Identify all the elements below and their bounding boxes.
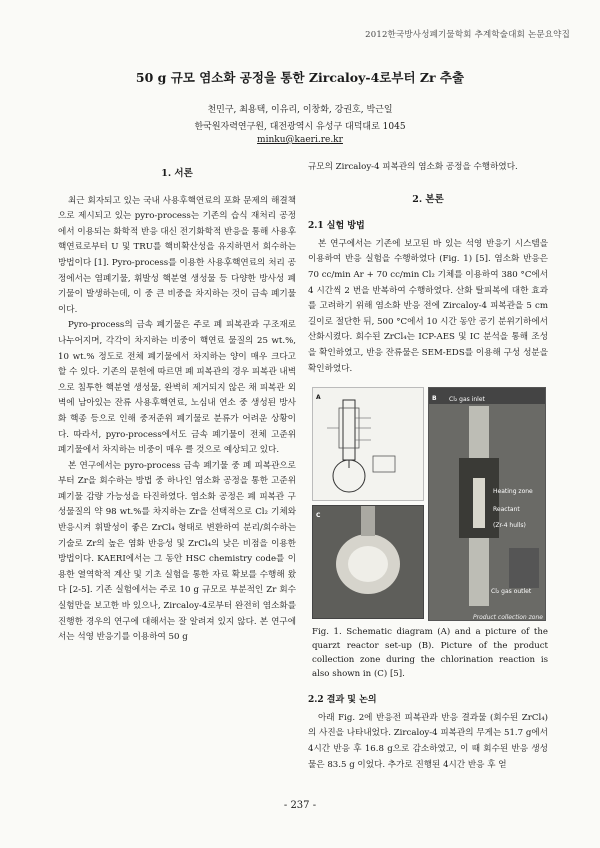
- section-heading-intro: 1. 서론: [161, 168, 193, 179]
- product-zone-label: Product collection zone: [473, 614, 543, 622]
- figure-panel-c-photo: [312, 505, 424, 619]
- method-paragraph: 본 연구에서는 기존에 보고된 바 있는 석영 반응기 시스템을 이용하여 반응 실험을 수행하였다 (Fig. 1) [5]. 염소화 반응은 70 cc/min Ar + 70 cc/min Cl₂ 기체를 이용하여 380 °C에서 4 시간씩 2 번을 반복하여 수행하였다. 산화 탈피복에 대한 효과를 고려하기 위해 염소화 반응 전에 Zircaloy-4 피복관을 5 cm 길이로 절단한 뒤, 500 °C에서 10 시간 동안 공기 분위기하에서 산화시켰다. 회수된 ZrCl₄는 ICP-AES 및 IC 분석을 통해 조성을 확인하였고, 반응 잔류물은 SEM-EDS를 이용해 구성 성분을 확인하였다.: [308, 238, 548, 374]
- intro-continuation: 규모의 Zircaloy-4 피복관의 염소화 공정을 수행하였다.: [308, 162, 518, 172]
- authors: 천민구, 최용택, 이유리, 이창화, 강권호, 박근일: [207, 105, 393, 115]
- panel-c-label: C: [316, 512, 321, 520]
- running-head: 2012한국방사성폐기물학회 추계학술대회 논문요약집: [365, 30, 570, 40]
- product-zone-photo: [313, 506, 423, 618]
- right-column: [308, 160, 548, 773]
- figure-panel-a-schematic: [312, 387, 424, 501]
- cl2-outlet-label: Cl₂ gas outlet: [491, 588, 532, 596]
- left-column: [58, 160, 296, 646]
- panel-a-label: A: [316, 394, 321, 402]
- cl2-inlet-label: Cl₂ gas inlet: [449, 396, 485, 404]
- subsection-heading-method: 2.1 실험 방법: [308, 221, 365, 232]
- page-number: - 237 -: [283, 800, 317, 811]
- figure-panel-b-photo: [428, 387, 546, 621]
- subsection-heading-results: 2.2 결과 및 논의: [308, 695, 377, 706]
- section-heading-body: 2. 본론: [412, 193, 444, 205]
- results-paragraph: 아래 Fig. 2에 반응전 피복관과 반응 결과물 (회수된 ZrCl₄)의 사진을 나타내었다. Zircaloy-4 피복관의 무게는 51.7 g에서 4시간 반응 후 16.8 g으로 감소하였고, 이 때 회수된 반응 생성물은 83.5 g 이었다. 추가로 진행된 4시간 반응 후 얻: [308, 712, 548, 770]
- heating-zone-label: Heating zone: [493, 488, 533, 496]
- intro-paragraph-2: Pyro-process의 금속 폐기물은 주로 폐 피복관과 구조재로 나누어지며, 각각이 차지하는 비중이 핵연료 물질의 25 wt.%, 10 wt.% 정도로 전체 폐기물에서 차지하는 양이 매우 크다고 할 수 있다. 기존의 문헌에 따르면 폐 피복관의 경우 피복관 내벽으로 침투한 핵분열 생성물, 완벽히 제거되지 않은 채 피복관 외벽에 남아있는 잔류 사용후핵연료, 노심내 연소 중 생성된 방사화 핵종 등으로 인해 중저준위 폐기물로 분류가 어려운 상황이다. 따라서, pyro-process에서도 금속 폐기물이 전체 고준위 폐기물에서 차지하는 비중이 매우 클 것으로 예상되고 있다.: [58, 320, 296, 456]
- intro-paragraph-1: 최근 회자되고 있는 국내 사용후핵연료의 포화 문제의 해결책으로 제시되고 있는 pyro-process는 기존의 습식 재처리 공정에서 이용되는 화학적 반응 대신 전기화학적 반응을 통해 사용후핵연료로부터 U 및 TRU를 핵비확산성을 유지하면서 회수하는 방법이다 [1]. Pyro-process를 이용한 사용후핵연료의 처리 공정에서는 염폐기물, 휘발성 핵분열 생성물 등 다양한 방사성 폐기물이 발생하는데, 이 중 큰 비중을 차지하는 것이 금속 폐기물이다.: [58, 195, 296, 315]
- panel-b-label: B: [432, 395, 437, 403]
- paper-title: 50 g 규모 염소화 공정을 통한 Zircaloy-4로부터 Zr 추출: [135, 70, 465, 85]
- affiliation: 한국원자력연구원, 대전광역시 유성구 대덕대로 1045: [194, 122, 406, 132]
- reactant-label: Reactant (Zr-4 hulls): [493, 506, 526, 529]
- figure-1: [312, 387, 544, 622]
- intro-paragraph-3: 본 연구에서는 pyro-process 금속 폐기물 중 폐 피복관으로부터 Zr을 회수하는 방법 중 하나인 염소화 공정을 통한 고준위 폐기물 감량 가능성을 타진하였다. 염소화 공정은 폐 피복관 구성물질의 약 98 wt.%를 차지하는 Zr을 선택적으로 Cl₂ 기체와 반응시켜 휘발성이 좋은 ZrCl₄ 형태로 변환하여 분리/회수하는 기술로 Zr의 높은 염화 반응성 및 ZrCl₄의 낮은 비점을 이용한 방법이다. KAERI에서는 그 동안 HSC chemistry code를 이용한 열역학적 계산 및 기초 실험을 통한 자료 확보를 수행해 왔다 [2-5]. 기존 실험에서는 주로 10 g 규모로 부분적인 Zr 회수 실험만을 보고한 바 있으나, Zircaloy-4로부터 완전히 염소화를 진행한 경우의 연구에 대해서는 잘 알려져 있지 않다. 본 연구에서는 석영 반응기를 이용하여 50 g: [58, 460, 296, 643]
- schematic-drawing: [313, 388, 423, 500]
- figure-1-caption: Fig. 1. Schematic diagram (A) and a picture of the quarzt reactor set-up (B). Picture of the product collection zone during the chlorination reaction is also shown in (C) [5].: [312, 627, 548, 680]
- email-link[interactable]: minku@kaeri.re.kr: [257, 135, 343, 145]
